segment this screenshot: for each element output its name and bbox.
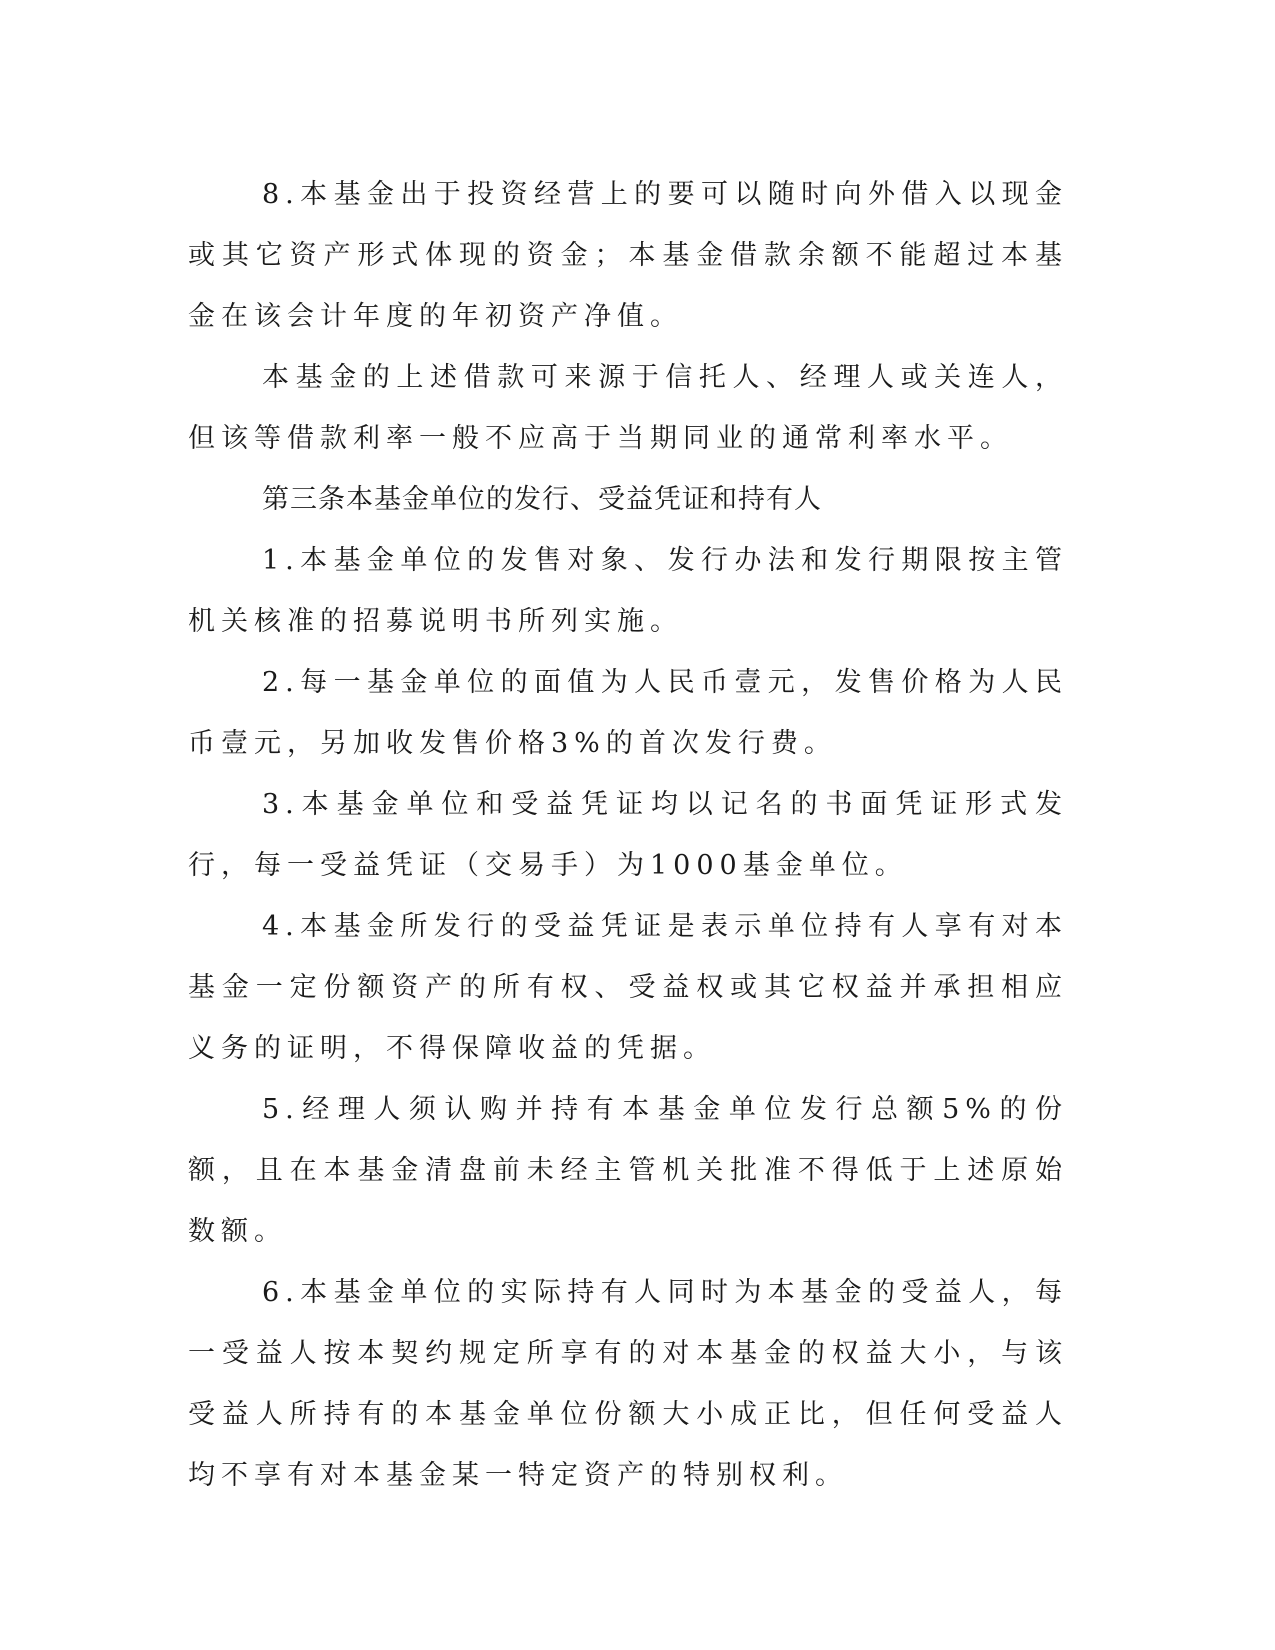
paragraph-clause-1: 1.本基金单位的发售对象、发行办法和发行期限按主管机关核准的招募说明书所列实施。 [188, 545, 1068, 637]
paragraph-clause-4: 4.本基金所发行的受益凭证是表示单位持有人享有对本基金一定份额资产的所有权、受益权或其它权益并承担相应义务的证明，不得保障收益的凭据。 [188, 911, 1068, 1064]
paragraph-borrowing-sources: 本基金的上述借款可来源于信托人、经理人或关连人，但该等借款利率一般不应高于当期同业的通常利率水平。 [188, 362, 1068, 454]
paragraph-clause-5: 5.经理人须认购并持有本基金单位发行总额5%的份额，且在本基金清盘前未经主管机关批准不得低于上述原始数额。 [188, 1094, 1068, 1247]
paragraph-clause-3: 3.本基金单位和受益凭证均以记名的书面凭证形式发行，每一受益凭证（交易手）为1000基金单位。 [188, 789, 1068, 881]
paragraph-clause-2: 2.每一基金单位的面值为人民币壹元，发售价格为人民币壹元，另加收发售价格3%的首次发行费。 [188, 667, 1068, 759]
paragraph-clause-6: 6.本基金单位的实际持有人同时为本基金的受益人，每一受益人按本契约规定所享有的对本基金的权益大小，与该受益人所持有的本基金单位份额大小成正比，但任何受益人均不享有对本基金某一特定资产的特别权利。 [188, 1277, 1068, 1491]
section-heading-article-3: 第三条本基金单位的发行、受益凭证和持有人 [262, 484, 822, 515]
document-body [188, 164, 1068, 1506]
paragraph-borrowing-clause-8: 8.本基金出于投资经营上的要可以随时向外借入以现金或其它资产形式体现的资金；本基金借款余额不能超过本基金在该会计年度的年初资产净值。 [188, 179, 1068, 332]
